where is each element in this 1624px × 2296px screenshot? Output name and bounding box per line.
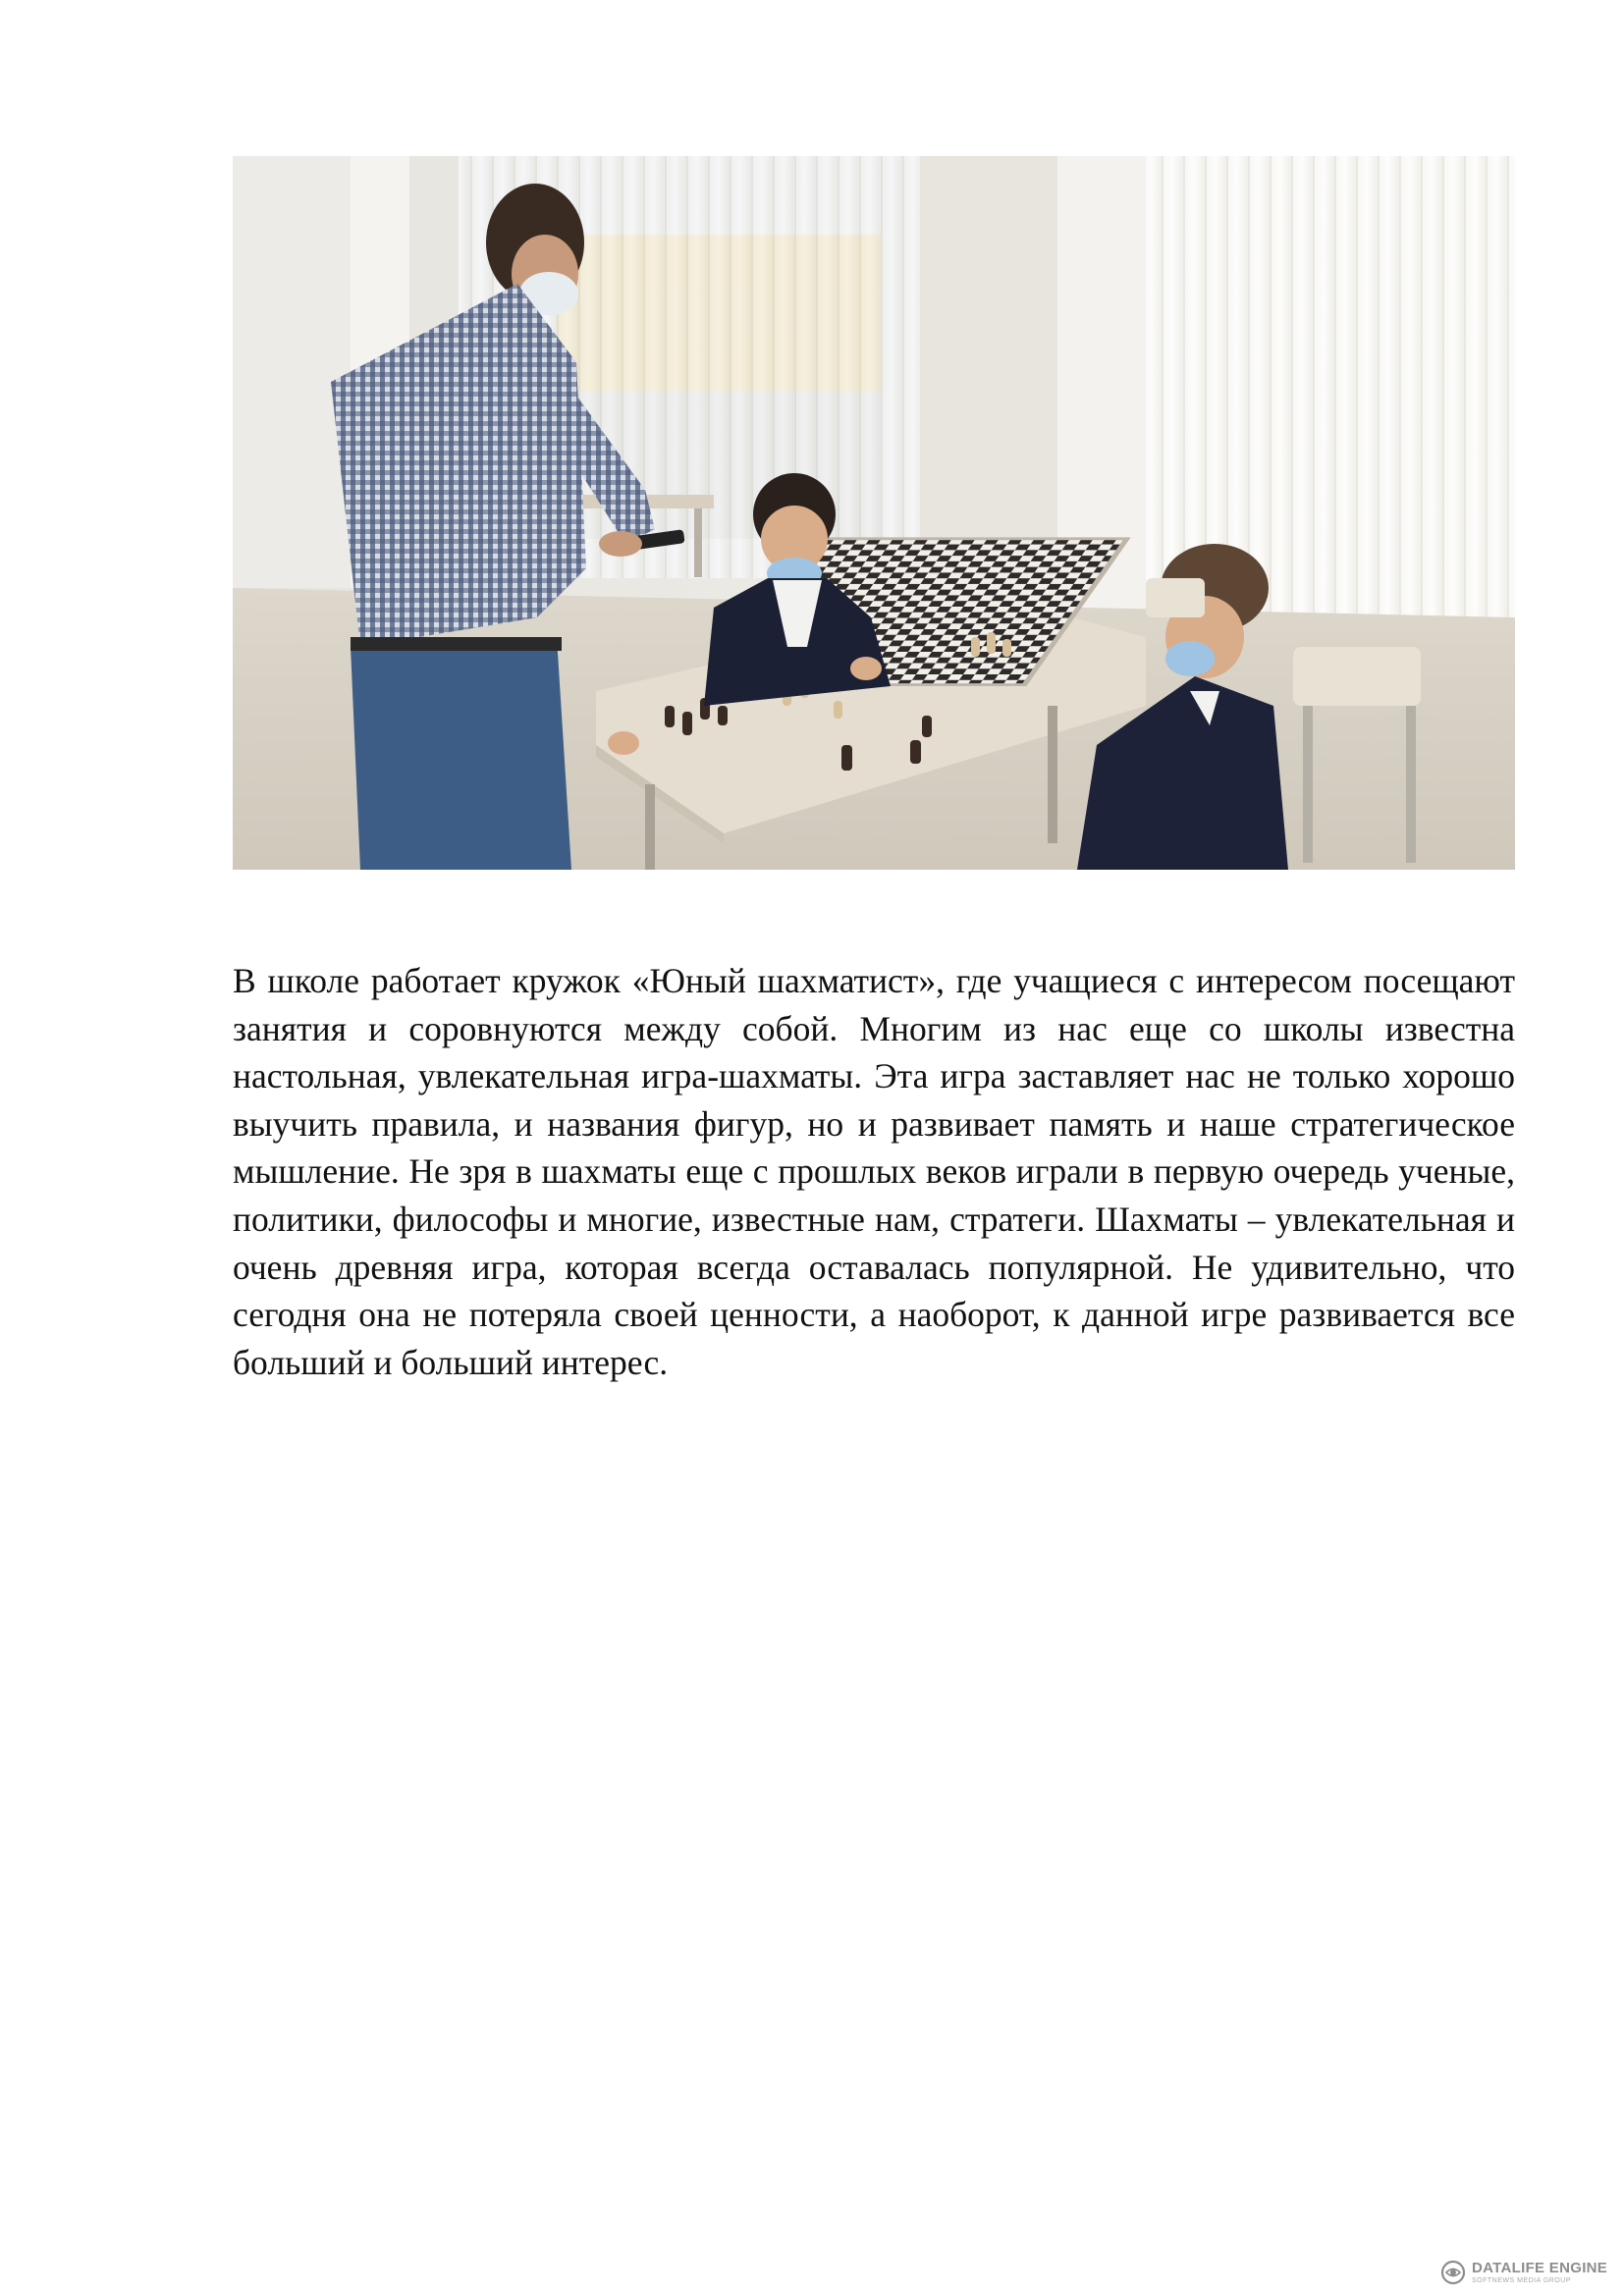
- watermark-subtitle: SOFTNEWS MEDIA GROUP: [1472, 2277, 1572, 2284]
- watermark-title: DATALIFE ENGINE: [1472, 2260, 1608, 2276]
- watermark: [1440, 2260, 1607, 2285]
- body-paragraph: В школе работает кружок «Юный шахматист», где учащиеся с интересом посещают занятия и соровнуются между собой. Многим из нас еще со школы известна настольная, увлекательная игра-шахматы. Эта игра заставляет нас не только хорошо выучить правила, и названия фигур, но и развивает память и наше стратегическое мышление. Не зря в шахматы еще с прошлых веков играли в первую очередь ученые, политики, философы и многие, известные нам, стратеги. Шахматы – увлекательная и очень древняя игра, которая всегда оставалась популярной. Не удивительно, что сегодня она не потеряла своей ценности, а наоборот, к данной игре развивается все больший и больший интерес.: [233, 961, 1515, 1382]
- chess-lesson-photo: [233, 156, 1515, 870]
- eye-logo-icon: [1440, 2260, 1466, 2285]
